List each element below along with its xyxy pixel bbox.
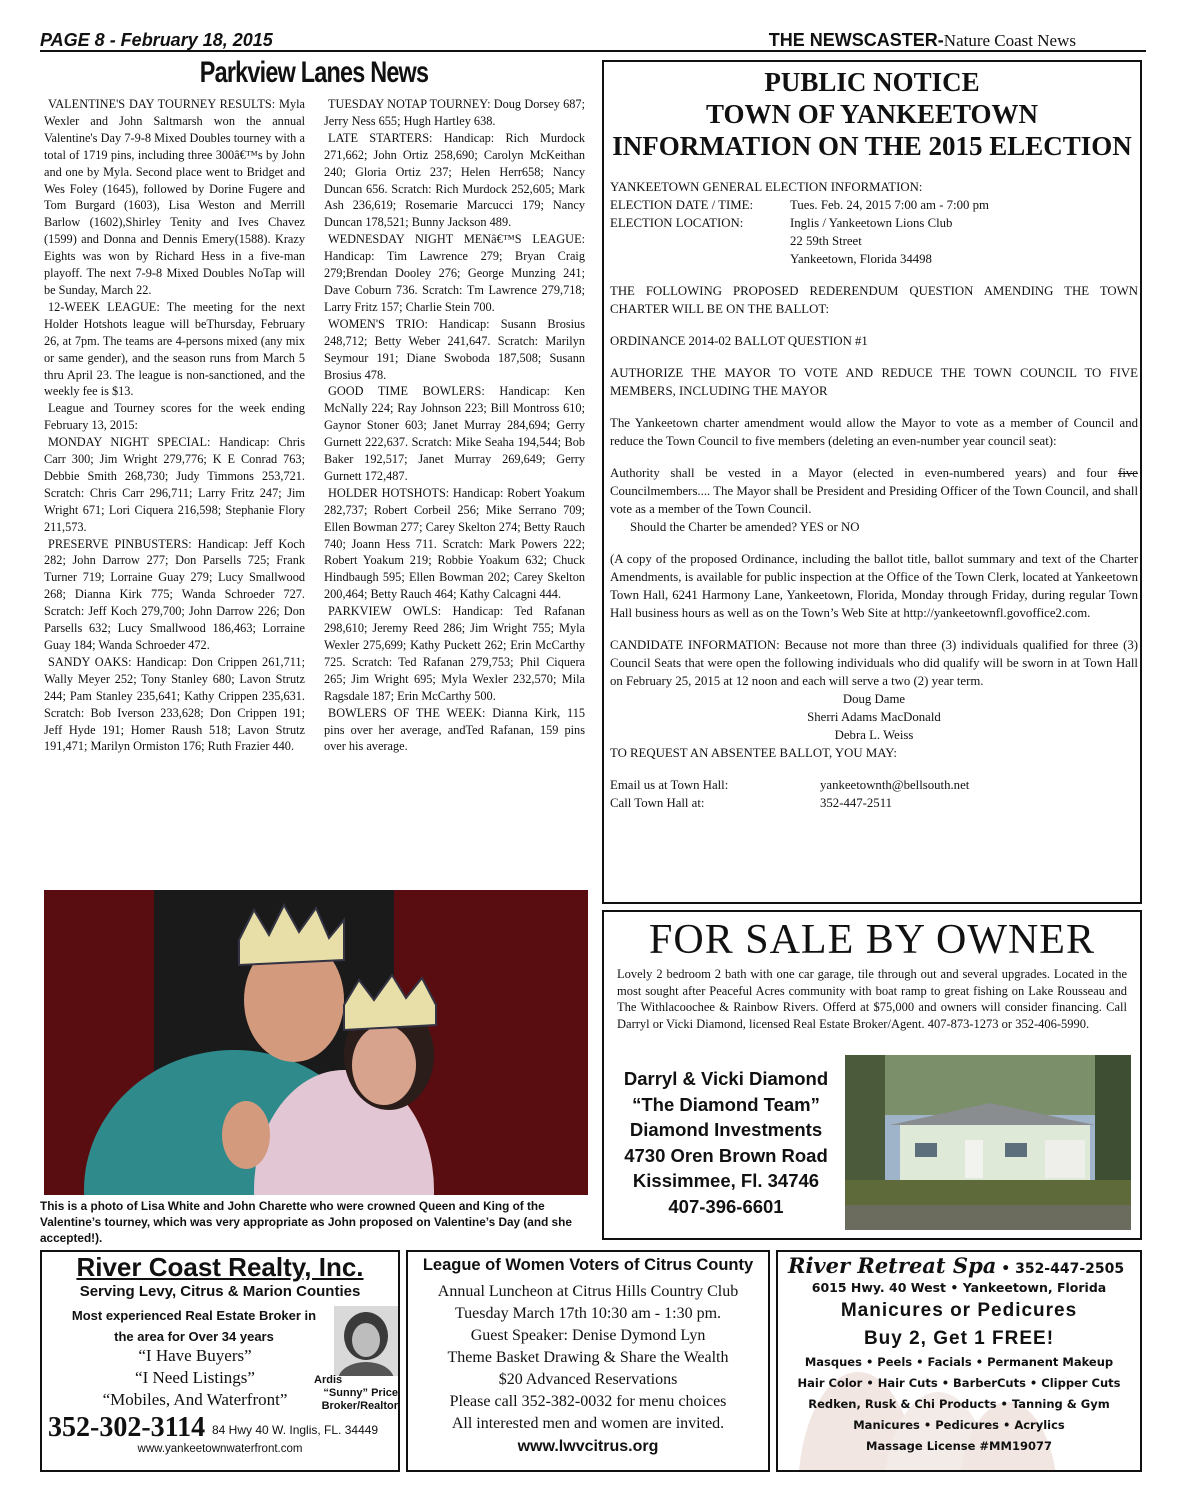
spa-services: Masques • Peels • Facials • Permanent Makeup	[804, 1355, 1114, 1369]
sale-contact	[615, 1066, 837, 1219]
paper-title: THE NEWSCASTER-	[768, 30, 944, 50]
ballot-question: Should the Charter be amended? YES or NO	[630, 520, 860, 534]
spa-services: Manicures • Pedicures • Acrylics	[853, 1418, 1065, 1432]
contact-line: 4730 Oren Brown Road	[624, 1144, 828, 1166]
article-paragraph: WOMEN'S TRIO: Handicap: Susann Brosius 248,712; Betty Weber 241,647. Scratch: Marilyn Seymour 191; Diane Swoboda 187,508; Susann Brosius 478.	[324, 316, 585, 382]
notice-body	[610, 178, 1138, 812]
realty-quote: “I Need Listings”	[135, 1368, 255, 1387]
article-paragraph: WEDNESDAY NIGHT MENâ€™S LEAGUE: Handicap: Tim Lawrence 279; Bryan Craig 279;Brendan Dooley 276; George Munzing 241; Dave Coburn 736. Scratch: Tm Lawrence 279,718; Larry Fritz 157; Charlie Stein 700.	[324, 232, 585, 314]
paper-subtitle: Nature Coast News	[943, 31, 1076, 50]
amendment-text: The Yankeetown charter amendment would allow the Mayor to vote as a member of Council and reduce the Town Council to five members (deleting an even-number year council seat):	[610, 416, 1138, 448]
lwv-website: www.lwvcitrus.org	[517, 1438, 659, 1455]
realty-quote: “Mobiles, And Waterfront”	[102, 1390, 288, 1409]
candidate-name: Doug Dame	[842, 692, 906, 706]
authority-text: Authority shall be vested in a Mayor (elected in even-numbered years) and four five Councilmembers.... The Mayor shall be President and Presiding Officer of the Town Council, and shall vote as a member of the Town Council.	[610, 466, 1138, 516]
location-street: 22 59th Street	[790, 234, 862, 248]
lwv-line: $20 Advanced Reservations	[498, 1371, 678, 1388]
realty-address: 84 Hwy 40 W. Inglis, FL. 34449	[212, 1423, 379, 1437]
house-photo	[845, 1055, 1131, 1230]
house-illustration	[845, 1055, 1131, 1230]
lwv-line: Tuesday March 17th 10:30 am - 1:30 pm.	[454, 1305, 722, 1322]
article-paragraph: SANDY OAKS: Handicap: Don Crippen 261,711; Wally Meyer 252; Tony Stanley 680; Lavon Strutz 244; Pam Stanley 235,641; Kathy Crippen 235,631. Scratch: Bob Iverson 233,628; Don Crippen 191; Jeff Hyde 191; Homer Raush 518; Lavon Strutz 191,471; Marilyn Ormiston 176; Ruth Frazier 440.	[44, 654, 305, 754]
article-paragraph: TUESDAY NOTAP TOURNEY: Doug Dorsey 687; Jerry Ness 655; Hugh Hartley 638.	[324, 97, 585, 128]
masthead-rule	[40, 50, 1146, 52]
article-paragraph: PRESERVE PINBUSTERS: Handicap: Jeff Koch 282; John Darrow 277; Don Parsells 725; Frank Turner 719; Lorraine Guay 279; Lucy Smallwood 268; Dianna Kirk 775; Wanda Schroeder 727. Scratch: Jeff Koch 279,700; John Darrow 226; Don Parsells 632; Lucy Smallwood 186,463; Lorraine Guay 184; Wanda Schroeder 472.	[44, 536, 305, 652]
article-paragraph: LATE STARTERS: Handicap: Rich Murdock 271,662; John Ortiz 258,690; Carolyn McKeithan 240; Gloria Ortiz 237; Helen Herr658; Nancy Duncan 656. Scratch: Rich Murdock 252,605; Mark Ash 236,619; Rosemarie Marcucci 179; Nancy Duncan 178,521; Bunny Jackson 489.	[324, 130, 585, 230]
election-location-label: ELECTION LOCATION:	[610, 216, 744, 230]
paper-name	[769, 30, 1076, 51]
ordinance-text: ORDINANCE 2014-02 BALLOT QUESTION #1	[610, 334, 868, 348]
for-sale-text: Lovely 2 bedroom 2 bath with one car garage, tile through out and several upgrades. Located in the most sought after Peaceful Acres community with boat ramp to great fishing on Lake Rousseau and The Withlacoochee & Rainbow Rivers. Offerd at $75,000 and owners will consider financing. Call Darryl or Vicki Diamond, licensed Real Estate Broker/Agent. 407-873-1273 or 352-406-5990.	[617, 967, 1127, 1031]
spa-address: 6015 Hwy. 40 West • Yankeetown, Florida	[811, 1280, 1107, 1295]
general-info: YANKEETOWN GENERAL ELECTION INFORMATION:	[610, 180, 923, 194]
election-date-value: Tues. Feb. 24, 2015 7:00 am - 7:00 pm	[790, 198, 989, 212]
candidate-name: Sherri Adams MacDonald	[807, 710, 941, 724]
for-sale-title: FOR SALE BY OWNER	[649, 917, 1095, 963]
struck-word: five	[1118, 466, 1138, 480]
copy-text: (A copy of the proposed Ordinance, including the ballot title, ballot summary and text of the Charter Amendments, is available for public inspection at the Office of the Town Clerk, located at Yankeetown Town Hall, 6241 Harmony Lane, Yankeetown, Florida, Monday through Friday, during regular Town Hall business hours as well as on the Town’s Web Site at http://yankeetownfl.govoffice2.com.	[610, 552, 1138, 620]
absentee-text: TO REQUEST AN ABSENTEE BALLOT, YOU MAY:	[610, 746, 897, 760]
email-label: Email us at Town Hall:	[610, 778, 729, 792]
parkview-column-1	[44, 96, 305, 755]
notice-title-line: PUBLIC NOTICE	[764, 67, 980, 97]
contact-line: “The Diamond Team”	[632, 1093, 820, 1115]
spa-phone: • 352-447-2505	[996, 1261, 1125, 1277]
lwv-line: Guest Speaker: Denise Dymond Lyn	[470, 1327, 706, 1344]
spa-services: Hair Color • Hair Cuts • BarberCuts • Clipper Cuts	[797, 1376, 1121, 1390]
article-paragraph: MONDAY NIGHT SPECIAL: Handicap: Chris Carr 300; Jim Wright 279,776; K E Conrad 763; Debbie Smith 268,730; Judy Timmons 253,721. Scratch: Chris Carr 296,711; Larry Fritz 247; Jim Wright 671; Lori Ciquera 216,598; Stephanie Flory 211,573.	[44, 435, 305, 534]
realty-title: River Coast Realty, Inc.	[76, 1252, 364, 1282]
spa-services: Redken, Rusk & Chi Products • Tanning & Gym	[808, 1397, 1110, 1411]
article-paragraph: League and Tourney scores for the week ending February 13, 2015:	[44, 401, 305, 433]
notice-title-line: TOWN OF YANKEETOWN	[705, 99, 1039, 129]
lwv-title: League of Women Voters of Citrus County	[422, 1256, 754, 1274]
referendum-text: THE FOLLOWING PROPOSED REDERENDUM QUESTION AMENDING THE TOWN CHARTER WILL BE ON THE BALLOT:	[610, 284, 1138, 316]
realty-website: www.yankeetownwaterfront.com	[137, 1443, 303, 1455]
spa-offer: Buy 2, Get 1 FREE!	[863, 1328, 1055, 1349]
photo-illustration	[44, 890, 588, 1195]
contact-line: 407-396-6601	[668, 1195, 784, 1217]
contact-line: Diamond Investments	[629, 1119, 823, 1140]
page-date: PAGE 8 - February 18, 2015	[40, 30, 273, 50]
authorize-text: AUTHORIZE THE MAYOR TO VOTE AND REDUCE THE TOWN COUNCIL TO FIVE MEMBERS, INCLUDING THE MAYOR	[610, 366, 1138, 398]
candidate-text: CANDIDATE INFORMATION: Because not more than three (3) individuals qualified for three (3) Council Seats that were open the following individuals who did qualify will be sworn in at Town Hall on February 25, 2015 at 12 noon and each will serve a two (2) year term.	[610, 638, 1138, 688]
realtor-name: Ardis “Sunny” Price Broker/Realtor	[314, 1374, 398, 1412]
article-paragraph: GOOD TIME BOWLERS: Handicap: Ken McNally 224; Ray Johnson 223; Bill Montross 610; Gaynor Stoner 603; Janet Murray 284,694; Gerry Gurnett 222,637. Scratch: Mike Seaha 194,544; Bob Baker 192,517; Janet Murray 269,649; Gerry Gurnett 172,487.	[324, 384, 585, 483]
realty-phone: 352-302-3114	[48, 1412, 206, 1443]
spa-title: River Retreat Spa • 352-447-2505	[788, 1253, 1125, 1278]
realty-quote: “I Have Buyers”	[138, 1346, 252, 1365]
parkview-title: Parkview Lanes News	[199, 56, 429, 89]
notice-title-line: INFORMATION ON THE 2015 ELECTION	[612, 131, 1132, 161]
election-location-value: Inglis / Yankeetown Lions Club	[790, 216, 953, 230]
realty-experience: Most experienced Real Estate Broker in the area for Over 34 years	[71, 1308, 317, 1344]
article-paragraph: PARKVIEW OWLS: Handicap: Ted Rafanan 298,610; Jeremy Reed 286; Jim Wright 755; Myla Wexler 275,699; Kathy Puckett 262; Erin McCarthy 725. Scratch: Ted Rafanan 279,753; Phil Ciquera 265; Jim Wright 695; Myla Wexler 232,570; Mila Ragsdale 187; Erin McCarthy 500.	[324, 604, 585, 703]
contact-line: Kissimmee, Fl. 34746	[632, 1170, 820, 1191]
lwv-line: Theme Basket Drawing & Share the Wealth	[447, 1349, 729, 1366]
article-paragraph: BOWLERS OF THE WEEK: Dianna Kirk, 115 pins over her average, andTed Rafanan, 159 pins over his average.	[324, 705, 585, 754]
candidate-name: Debra L. Weiss	[834, 728, 914, 742]
lwv-line: Please call 352-382-0032 for menu choices	[449, 1393, 727, 1410]
realtor-illustration	[334, 1306, 398, 1376]
election-date-label: ELECTION DATE / TIME:	[610, 198, 753, 212]
spa-offer: Manicures or Pedicures	[840, 1300, 1078, 1321]
realtor-photo	[334, 1306, 398, 1376]
location-city: Yankeetown, Florida 34498	[790, 252, 932, 266]
contact-line: Darryl & Vicki Diamond	[623, 1068, 829, 1089]
call-label: Call Town Hall at:	[610, 796, 705, 810]
notice-title	[602, 66, 1142, 162]
parkview-column-2	[324, 96, 585, 755]
spa-license: Massage License #MM19077	[866, 1439, 1052, 1453]
king-queen-photo	[44, 890, 588, 1195]
lwv-line: All interested men and women are invited.	[451, 1415, 725, 1432]
lwv-line: Annual Luncheon at Citrus Hills Country Club	[437, 1283, 739, 1300]
article-paragraph: HOLDER HOTSHOTS: Handicap: Robert Yoakum 282,737; Robert Corbeil 256; Mike Serrano 709; Ellen Bowman 277; Carey Skelton 274; Betty Rauch 740; Joann Hess 711. Scratch: Mark Powers 222; Robert Yoakum 219; Robbie Yoakum 632; Chuck Hindbaugh 595; Ellen Bowman 202; Carey Skelton 200,464; Betty Rauch 464; Kathy Calcagni 444.	[324, 485, 585, 602]
photo-caption: This is a photo of Lisa White and John Charette who were crowned Queen and King of the Valentine’s tourney, which was very appropriate as John proposed on Valentine’s Day (and she accepted!).	[40, 1199, 572, 1245]
article-paragraph: 12-WEEK LEAGUE: The meeting for the next Holder Hotshots league will beThursday, February 26, at 7pm. The teams are 4-persons mixed (any mix or same gender), and the season runs from March 5 thru April 23. The league is non-sanctioned, and the weekly fee is $13.	[44, 299, 305, 399]
realty-subtitle: Serving Levy, Citrus & Marion Counties	[79, 1283, 361, 1300]
article-paragraph: VALENTINE'S DAY TOURNEY RESULTS: Myla Wexler and John Saltmarsh won the annual Valentine's Day 7-9-8 Mixed Doubles tourney with a total of 1719 pins, including three 300â€™s by John and one by Myla. Second place went to Bridget and Wes Foley (1645), followed by Dorine Fugere and Tom Burgard (1603), Lisa Weston and Merrill Barlow (1602),Shirley Tenity and Ives Chavez (1599) and Donna and Dennis Emery(1588). Krazy Eights was won by Richard Hess in a five-man playoff. The next 7-9-8 Mixed Doubles NoTap will be Sunday, March 22.	[44, 97, 305, 297]
call-value: 352-447-2511	[820, 796, 893, 810]
email-value: yankeetownth@bellsouth.net	[820, 778, 970, 792]
